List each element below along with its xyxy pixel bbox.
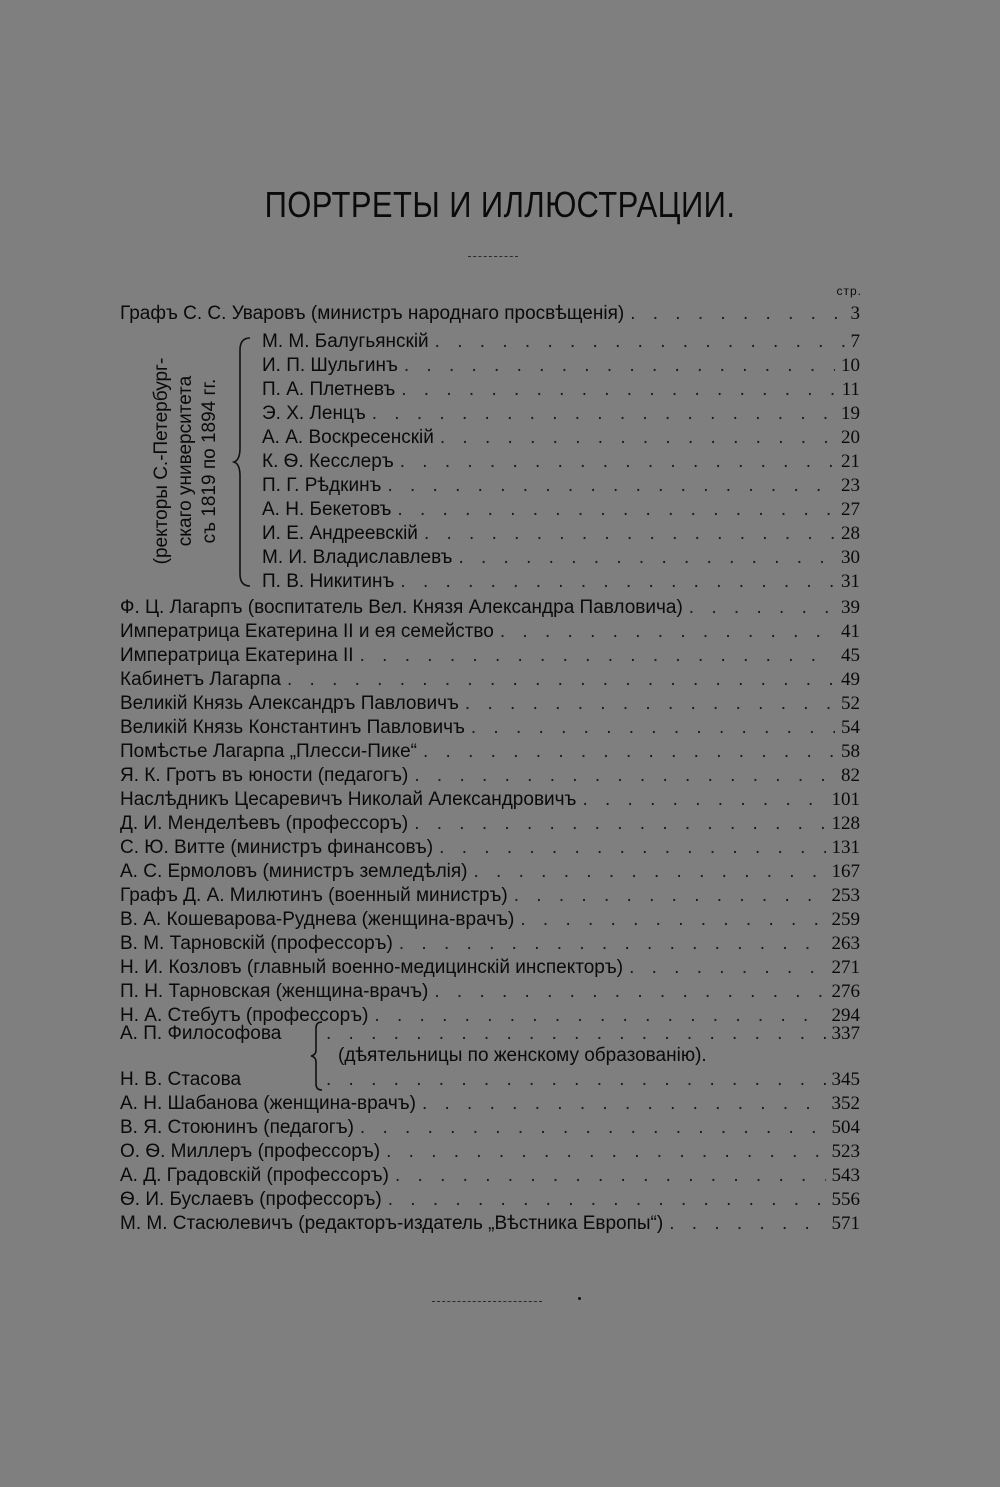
toc-entry-text: А. Д. Градовскій (профессоръ) [120,1165,389,1186]
leader-dots [439,836,825,860]
toc-entry-page: 3 [850,303,860,324]
rectors-label-line: скаго университета [175,375,196,547]
toc-entry-text: В. М. Тарновскій (профессоръ) [120,933,393,954]
toc-entry[interactable] [262,354,860,378]
toc-entry[interactable] [120,836,860,860]
toc-entry[interactable] [262,546,860,570]
toc-entry-page: 101 [831,789,860,810]
toc-entry-page: 571 [831,1213,860,1234]
toc-entry-text: Императрица Екатерина II [120,645,354,666]
toc-entry-page: 128 [831,813,860,834]
toc-entry[interactable] [120,1068,860,1092]
toc-entry-text: Н. И. Козловъ (главный военно-медицинскій инспекторъ) [120,957,624,978]
toc-entry-page: 167 [831,861,860,882]
end-ornament [578,1297,581,1300]
toc-entry-page: 21 [841,451,860,472]
toc-entry-page: 543 [831,1165,860,1186]
toc-entry[interactable] [120,1188,860,1212]
toc-entry-page: 294 [831,1005,860,1026]
toc-entry[interactable] [120,764,860,788]
toc-entry-page: 345 [831,1069,860,1090]
toc-entry-text: М. И. Владиславлевъ [262,547,453,568]
leader-dots [440,426,835,450]
toc-entry-text: М. М. Стасюлевичъ (редакторъ-издатель „Вѣстника Европы“) [120,1213,664,1234]
toc-entry[interactable] [120,908,860,932]
toc-entry-page: 263 [831,933,860,954]
leader-dots [287,668,835,692]
leader-dots [388,1188,826,1212]
toc-entry-page: 11 [841,379,860,400]
toc-entry-page: 30 [841,547,860,568]
toc-entry[interactable] [120,884,860,908]
toc-entry[interactable] [120,932,860,956]
toc-entry-page: 52 [841,693,860,714]
leader-dots [372,402,835,426]
toc-entry-page: 41 [841,621,860,642]
toc-entry-page: 39 [841,597,860,618]
toc-entry-text: Графъ С. С. Уваровъ (министръ народнаго просвѣщенія) [120,303,625,324]
rectors-brace [232,336,254,588]
toc-entry-page: 504 [831,1117,860,1138]
leader-dots [520,908,825,932]
toc-entry-text: И. П. Шульгинъ [262,355,398,376]
toc-entry-text: Ѳ. И. Буслаевъ (профессоръ) [120,1189,382,1210]
toc-entry-text: В. А. Кошеварова-Руднева (женщина-врачъ) [120,909,515,930]
title-divider [468,256,518,257]
toc-entry-page: 23 [841,475,860,496]
toc-entry-page: 271 [831,957,860,978]
toc-entry-text: Н. А. Стебутъ (профессоръ) [120,1005,369,1026]
toc-entry-page: 20 [841,427,860,448]
toc-entry-text: Я. К. Гротъ въ юности (педагогъ) [120,765,409,786]
toc-entry[interactable] [262,450,860,474]
toc-entry-page: 131 [831,837,860,858]
toc-entry[interactable] [120,1140,860,1164]
toc-entry-page: 49 [841,669,860,690]
toc-entry-text: Императрица Екатерина II и ея семейство [120,621,494,642]
leader-dots [360,644,835,668]
toc-entry-page: 28 [841,523,860,544]
toc-entry[interactable] [120,788,860,812]
toc-entry[interactable] [120,1116,860,1140]
toc-entry[interactable] [262,378,860,402]
toc-entry[interactable] [120,644,860,668]
toc-entry-text: В. Я. Стоюнинъ (педагогъ) [120,1117,354,1138]
leader-dots [326,1022,826,1046]
toc-entry-text: А. С. Ермоловъ (министръ земледѣлія) [120,861,468,882]
toc-entry-text: О. Ѳ. Миллеръ (профессоръ) [120,1141,381,1162]
toc-entry-text: М. М. Балугьянскій [262,331,429,352]
page-column-label: стр. [836,284,862,298]
toc-entry-page: 54 [841,717,860,738]
leader-dots [395,1164,826,1188]
toc-entry[interactable] [120,956,860,980]
toc-entry-page: 58 [841,741,860,762]
toc-entry-page: 82 [841,765,860,786]
rectors-label-line: (ректоры С.-Петербург- [151,357,172,565]
toc-entry[interactable] [120,1164,860,1188]
leader-dots [360,1116,826,1140]
toc-entry-page: 276 [831,981,860,1002]
toc-entry-text: Великій Князь Константинъ Павловичъ [120,717,465,738]
leader-dots [669,1212,825,1236]
toc-entry-page: 45 [841,645,860,666]
toc-entry-text: И. Е. Андреевскій [262,523,418,544]
toc-entry-page: 19 [841,403,860,424]
toc-entry-text: П. Г. Рѣдкинъ [262,475,382,496]
toc-entry[interactable] [262,474,860,498]
toc-entry-text: Э. Х. Ленцъ [262,403,366,424]
toc-entry[interactable] [262,570,860,594]
toc-entry[interactable] [262,330,860,354]
leader-dots [500,620,835,644]
toc-entry-page: 27 [841,499,860,520]
leader-dots [582,788,825,812]
leader-dots [387,474,835,498]
toc-entry[interactable] [120,812,860,836]
leader-dots [400,450,835,474]
toc-entry-text: Великій Князь Александръ Павловичъ [120,693,459,714]
toc-entry-page: 337 [831,1023,860,1044]
leader-dots [458,546,835,570]
toc-entry-text: Наслѣдникъ Цесаревичъ Николай Александровичъ [120,789,577,810]
leader-dots [414,812,825,836]
toc-entry[interactable] [120,860,860,884]
toc-entry-text: С. Ю. Витте (министръ финансовъ) [120,837,434,858]
toc-entry-text: Д. И. Менделѣевъ (профессоръ) [120,813,409,834]
toc-entry[interactable] [120,1212,860,1236]
toc-entry[interactable] [120,620,860,644]
toc-entry-text: К. Ѳ. Кесслеръ [262,451,394,472]
toc-entry[interactable] [262,426,860,450]
toc-entry[interactable] [262,498,860,522]
toc-entry[interactable] [120,692,860,716]
leader-dots [465,692,835,716]
toc-entry-text: П. В. Никитинъ [262,571,395,592]
leader-dots [399,932,826,956]
rectors-label-line: съ 1819 по 1894 гг. [199,378,220,544]
leader-dots [424,522,835,546]
leader-dots [629,956,825,980]
toc-entry[interactable] [120,716,860,740]
leader-dots [423,740,835,764]
toc-entry-text: П. А. Плетневъ [262,379,396,400]
toc-entry[interactable] [120,302,860,326]
leader-dots [435,330,845,354]
toc-entry-page: 259 [831,909,860,930]
toc-entry[interactable] [262,522,860,546]
toc-entry-page: 523 [831,1141,860,1162]
leader-dots [474,860,826,884]
toc-entry-page: 10 [841,355,860,376]
group-note: (дѣятельницы по женскому образованію). [338,1045,707,1066]
leader-dots [326,1068,826,1092]
toc-entry-page: 352 [831,1093,860,1114]
toc-entry[interactable] [120,980,860,1004]
toc-entry[interactable] [120,668,860,692]
leader-dots [514,884,826,908]
toc-entry[interactable] [120,596,860,620]
leader-dots [386,1140,825,1164]
toc-entry-text: Н. В. Стасова [120,1069,242,1090]
toc-entry-text: А. А. Воскресенскій [262,427,434,448]
toc-entry-text: А. Н. Бекетовъ [262,499,392,520]
leader-dots [422,1092,826,1116]
leader-dots [404,354,835,378]
toc-entry-text: П. Н. Тарновская (женщина-врачъ) [120,981,429,1002]
rectors-group-label [150,336,230,586]
toc-entry-text: Помѣстье Лагарпа „Плесси-Пике“ [120,741,417,762]
leader-dots [401,378,835,402]
leader-dots [397,498,835,522]
leader-dots [414,764,835,788]
toc-entry[interactable] [120,740,860,764]
toc-entry-text: А. Н. Шабанова (женщина-врачъ) [120,1093,416,1114]
toc-entry-text: Ф. Ц. Лагарпъ (воспитатель Вел. Князя Александра Павловича) [120,597,683,618]
leader-dots [471,716,835,740]
toc-entry-text: Кабинетъ Лагарпа [120,669,281,690]
toc-entry-page: 7 [850,331,860,352]
leader-dots [689,596,835,620]
toc-entry[interactable] [120,1092,860,1116]
leader-dots [400,570,835,594]
toc-entry-page: 31 [841,571,860,592]
end-divider [432,1301,542,1302]
toc-entry-page: 253 [831,885,860,906]
toc-entry[interactable] [120,1022,860,1046]
toc-entry[interactable] [262,402,860,426]
toc-entry-text: Графъ Д. А. Милютинъ (военный министръ) [120,885,508,906]
leader-dots [434,980,825,1004]
leader-dots [630,302,844,326]
page-title: ПОРТРЕТЫ И ИЛЛЮСТРАЦИИ. [264,184,736,225]
toc-entry-text: А. П. Философова [120,1023,282,1044]
toc-entry-page: 556 [831,1189,860,1210]
